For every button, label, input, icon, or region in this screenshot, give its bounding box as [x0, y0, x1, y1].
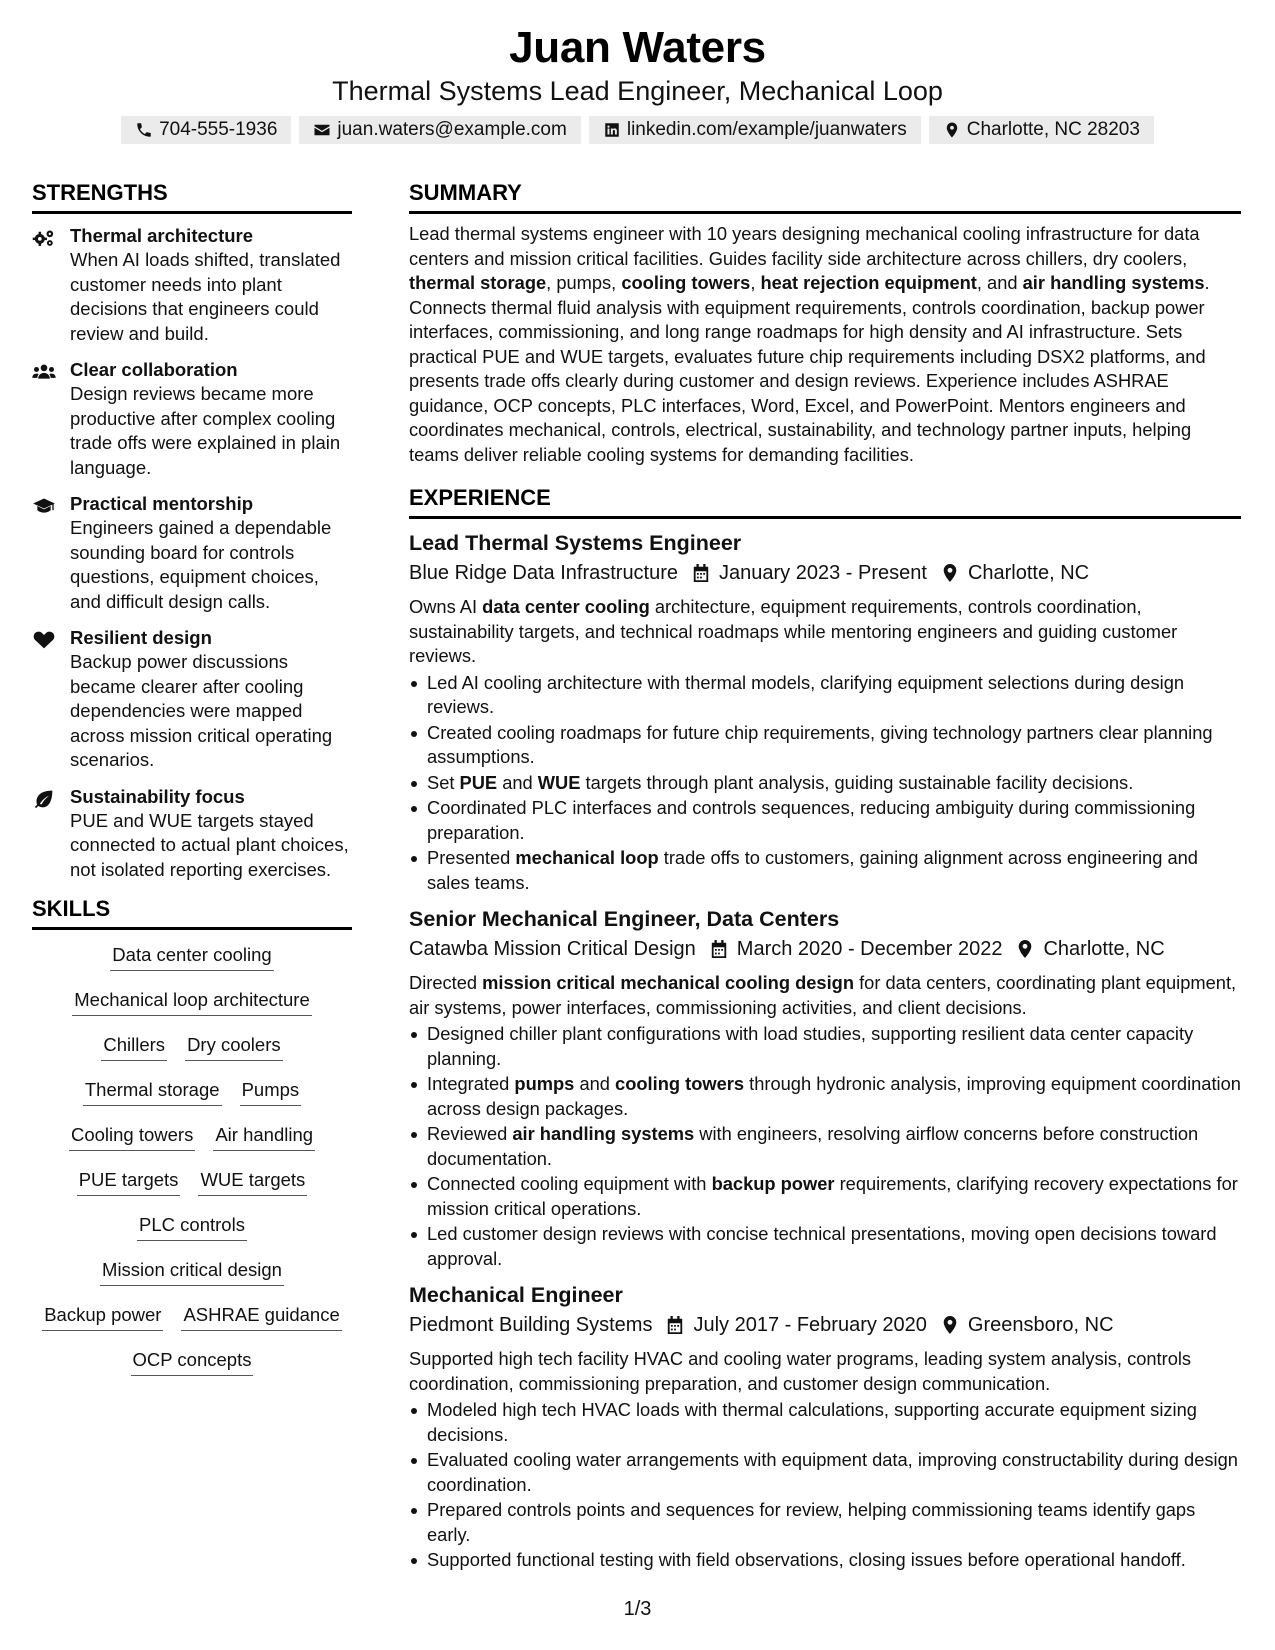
page-number: 1/3	[623, 1598, 652, 1620]
resume-header	[0, 22, 1275, 144]
job-bullet: Presented mechanical loop trade offs to customers, gaining alignment across engineering and sales teams.	[409, 846, 1241, 895]
skill-row	[32, 942, 352, 971]
skill-row	[32, 1257, 352, 1286]
linkedin-icon	[603, 121, 621, 139]
phone-icon	[135, 121, 153, 139]
strength-title: Resilient design	[70, 627, 212, 648]
job-dates: July 2017 - February 2020	[693, 1314, 927, 1336]
strength-desc: When AI loads shifted, translated customer needs into plant decisions that engineers could review and build.	[70, 249, 341, 344]
job-bullets	[409, 1398, 1241, 1573]
calendar-icon	[666, 1315, 684, 1335]
job-title: Lead Thermal Systems Engineer	[409, 531, 742, 555]
job-bullet: Integrated pumps and cooling towers through hydronic analysis, improving equipment coordination across design packages.	[409, 1072, 1241, 1121]
job-bullet: Reviewed air handling systems with engineers, resolving airflow concerns before construction documentation.	[409, 1122, 1241, 1171]
strength-title: Thermal architecture	[70, 225, 254, 246]
phone-text: 704-555-1936	[159, 119, 278, 140]
candidate-headline: Thermal Systems Lead Engineer, Mechanical Loop	[332, 76, 943, 106]
skill-tag: Mechanical loop architecture	[72, 987, 312, 1016]
job-bullet: Evaluated cooling water arrangements with equipment data, improving constructability during design coordination.	[409, 1448, 1241, 1497]
job-company: Piedmont Building Systems	[409, 1314, 653, 1336]
job-summary: Directed mission critical mechanical cooling design for data centers, coordinating plant equipment, air systems, power interfaces, commissioning activities, and client decisions.	[409, 972, 1237, 1018]
job-summary: Supported high tech facility HVAC and cooling water programs, leading system analysis, controls coordination, commissioning preparation, and customer design communication.	[409, 1348, 1192, 1394]
job-meta	[409, 935, 1241, 963]
job-bullet: Led customer design reviews with concise technical presentations, moving open decisions toward approval.	[409, 1222, 1241, 1271]
strength-item	[32, 785, 352, 883]
graduation-cap-icon	[32, 496, 56, 516]
job-bullet: Designed chiller plant configurations with load studies, supporting resilient data center capacity planning.	[409, 1022, 1241, 1071]
summary-heading: SUMMARY	[409, 178, 1241, 214]
skill-row	[32, 1122, 352, 1151]
left-column	[32, 178, 352, 1392]
skill-tag: Cooling towers	[69, 1122, 195, 1151]
job-entry	[409, 527, 1241, 895]
skill-tag: WUE targets	[198, 1167, 307, 1196]
skill-tag: Air handling	[213, 1122, 315, 1151]
job-bullet: Created cooling roadmaps for future chip requirements, giving technology partners clear planning assumptions.	[409, 721, 1241, 770]
job-meta	[409, 1311, 1241, 1339]
map-pin-icon	[943, 121, 961, 139]
job-dates: January 2023 - Present	[719, 562, 927, 584]
strength-desc: Backup power discussions became clearer after cooling dependencies were mapped across mission critical operating scenarios.	[70, 651, 333, 770]
experience-heading: EXPERIENCE	[409, 483, 1241, 519]
job-entry	[409, 903, 1241, 1271]
job-bullet: Led AI cooling architecture with thermal models, clarifying equipment selections during design reviews.	[409, 671, 1241, 720]
strength-desc: Engineers gained a dependable sounding board for controls questions, equipment choices, and difficult design calls.	[70, 517, 332, 612]
strength-item	[32, 492, 352, 614]
skill-tag: Data center cooling	[110, 942, 273, 971]
job-location: Charlotte, NC	[1043, 938, 1165, 960]
skill-tag: PLC controls	[137, 1212, 247, 1241]
job-bullet: Modeled high tech HVAC loads with thermal calculations, supporting accurate equipment sizing decisions.	[409, 1398, 1241, 1447]
job-bullet: Connected cooling equipment with backup power requirements, clarifying recovery expectations for mission critical operations.	[409, 1172, 1241, 1221]
job-bullets	[409, 671, 1241, 896]
leaf-icon	[32, 789, 56, 809]
skills-list	[32, 942, 352, 1376]
skill-tag: Dry coolers	[185, 1032, 283, 1061]
skill-tag: PUE targets	[77, 1167, 181, 1196]
skill-tag: Thermal storage	[83, 1077, 222, 1106]
email-text: juan.waters@example.com	[337, 119, 567, 140]
strength-title: Practical mentorship	[70, 493, 254, 514]
skill-row	[32, 1302, 352, 1331]
job-bullet: Coordinated PLC interfaces and controls sequences, reducing ambiguity during commissioning preparation.	[409, 796, 1241, 845]
skill-row	[32, 987, 352, 1016]
map-pin-icon	[941, 1315, 959, 1335]
linkedin-text: linkedin.com/example/juanwaters	[626, 119, 907, 140]
skill-row	[32, 1212, 352, 1241]
calendar-icon	[710, 939, 728, 959]
strength-desc: PUE and WUE targets stayed connected to actual plant choices, not isolated reporting exercises.	[70, 809, 349, 880]
job-company: Catawba Mission Critical Design	[409, 938, 696, 960]
summary-text: Lead thermal systems engineer with 10 years designing mechanical cooling infrastructure for data centers and mission critical facilities. Guides facility side architecture across chillers, dry coolers, thermal storage, pumps, cooling towers, heat rejection equipment, and air handling systems. Connects thermal fluid analysis with equipment requirements, controls coordination, backup power interfaces, commissioning, and long range roadmaps for high density and AI infrastructure. Sets practical PUE and WUE targets, evaluates future chip requirements including DSX2 platforms, and presents trade offs clearly during customer and design reviews. Experience includes ASHRAE guidance, OCP concepts, PLC interfaces, Word, Excel, and PowerPoint. Mentors engineers and coordinates mechanical, controls, electrical, sustainability, and technology partner inputs, helping teams deliver reliable cooling systems for demanding facilities.	[409, 223, 1210, 465]
skill-row	[32, 1077, 352, 1106]
contact-email[interactable]	[299, 116, 580, 144]
strength-desc: Design reviews became more productive after complex cooling trade offs were explained in plain language.	[70, 383, 341, 478]
contact-phone[interactable]	[121, 116, 291, 144]
job-summary: Owns AI data center cooling architecture, equipment requirements, controls coordination, sustainability targets, and technical roadmaps while mentoring engineers and guiding customer reviews.	[409, 596, 1178, 666]
job-meta	[409, 559, 1241, 587]
job-title: Mechanical Engineer	[409, 1283, 623, 1307]
strengths-heading: STRENGTHS	[32, 178, 352, 214]
strength-item	[32, 358, 352, 480]
envelope-icon	[313, 121, 331, 139]
location-text: Charlotte, NC 28203	[966, 119, 1140, 140]
contact-bar	[0, 116, 1275, 144]
strength-title: Clear collaboration	[70, 359, 238, 380]
skill-tag: Chillers	[101, 1032, 167, 1061]
job-location: Charlotte, NC	[967, 562, 1090, 584]
job-entry	[409, 1279, 1241, 1573]
heart-icon	[32, 630, 56, 650]
strength-item	[32, 224, 352, 346]
job-bullet: Supported functional testing with field observations, closing issues before operational handoff.	[409, 1548, 1241, 1573]
users-icon	[32, 362, 56, 382]
skill-tag: Mission critical design	[100, 1257, 284, 1286]
skill-tag: Backup power	[42, 1302, 163, 1331]
skill-row	[32, 1347, 352, 1376]
job-bullets	[409, 1022, 1241, 1271]
job-dates: March 2020 - December 2022	[736, 938, 1003, 960]
map-pin-icon	[941, 563, 959, 583]
right-column	[409, 178, 1241, 1574]
strength-item	[32, 626, 352, 773]
skills-heading: SKILLS	[32, 894, 352, 930]
contact-linkedin[interactable]	[589, 116, 921, 144]
skill-tag: Pumps	[240, 1077, 302, 1106]
skill-row	[32, 1167, 352, 1196]
skill-tag: OCP concepts	[131, 1347, 254, 1376]
calendar-icon	[692, 563, 710, 583]
skill-row	[32, 1032, 352, 1061]
job-bullet: Set PUE and WUE targets through plant analysis, guiding sustainable facility decisions.	[409, 771, 1241, 796]
contact-location	[929, 116, 1154, 144]
strength-title: Sustainability focus	[70, 785, 245, 807]
skill-tag: ASHRAE guidance	[181, 1302, 341, 1331]
job-bullet: Prepared controls points and sequences for review, helping commissioning teams identify gaps early.	[409, 1498, 1241, 1547]
gears-icon	[32, 228, 56, 248]
candidate-name: Juan Waters	[509, 23, 766, 72]
map-pin-icon	[1016, 939, 1034, 959]
job-location: Greensboro, NC	[967, 1314, 1114, 1336]
strengths-list	[32, 224, 352, 882]
job-company: Blue Ridge Data Infrastructure	[409, 562, 679, 584]
job-title: Senior Mechanical Engineer, Data Centers	[409, 907, 840, 931]
